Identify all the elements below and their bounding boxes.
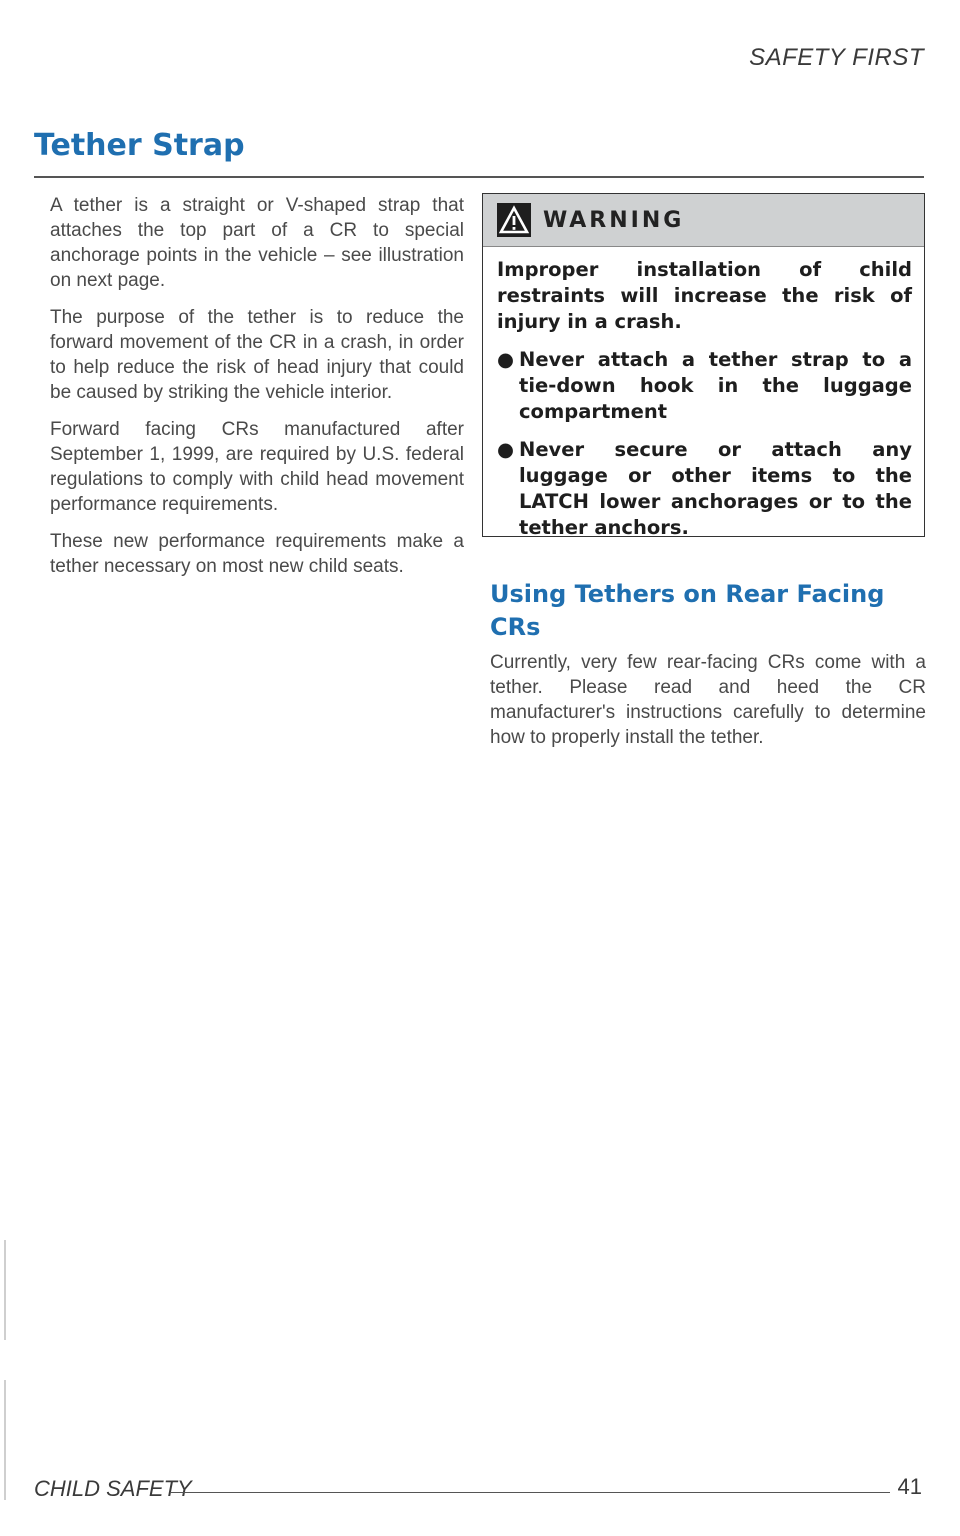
right-column	[490, 650, 926, 750]
bullet-icon: ●	[497, 438, 515, 461]
page-number: 41	[897, 1474, 922, 1499]
warning-intro: Improper installation of child restraints will increase the risk of injury in a crash.	[497, 258, 912, 333]
warning-triangle-icon	[497, 203, 531, 237]
warning-bullet-text: Never secure or attach any luggage or other items to the LATCH lower anchorages or to the tether anchors.	[519, 438, 912, 539]
body-paragraph: The purpose of the tether is to reduce the forward movement of the CR in a crash, in order to help reduce the risk of head injury that could be caused by striking the vehicle interior.	[50, 307, 464, 403]
section-title: Tether Strap	[34, 128, 245, 163]
footer-chapter: CHILD SAFETY	[34, 1476, 192, 1501]
left-column	[50, 193, 464, 591]
margin-line	[4, 1380, 6, 1500]
body-paragraph: Forward facing CRs manufactured after September 1, 1999, are required by U.S. federal regulations to comply with child head movement performance requirements.	[50, 419, 464, 515]
warning-body	[483, 247, 924, 541]
footer-divider	[170, 1492, 890, 1493]
body-paragraph: These new performance requirements make a tether necessary on most new child seats.	[50, 531, 464, 577]
warning-title: WARNING	[543, 207, 685, 233]
warning-bullet-text: Never attach a tether strap to a tie-down hook in the luggage compartment	[519, 348, 912, 423]
body-paragraph: A tether is a straight or V-shaped strap that attaches the top part of a CR to special anchorage points in the vehicle – see illustration on next page.	[50, 195, 464, 291]
body-paragraph: Currently, very few rear-facing CRs come with a tether. Please read and heed the CR manufacturer's instructions carefully to determine how to properly install the tether.	[490, 652, 926, 748]
subsection-title: Using Tethers on Rear Facing CRs	[490, 580, 885, 641]
warning-bullet	[497, 437, 912, 541]
margin-line	[4, 1240, 6, 1340]
warning-bullet	[497, 347, 912, 425]
running-header: SAFETY FIRST	[749, 44, 924, 71]
warning-box	[482, 193, 925, 537]
bullet-icon: ●	[497, 348, 515, 371]
warning-header	[483, 194, 924, 247]
header-divider	[34, 176, 924, 178]
